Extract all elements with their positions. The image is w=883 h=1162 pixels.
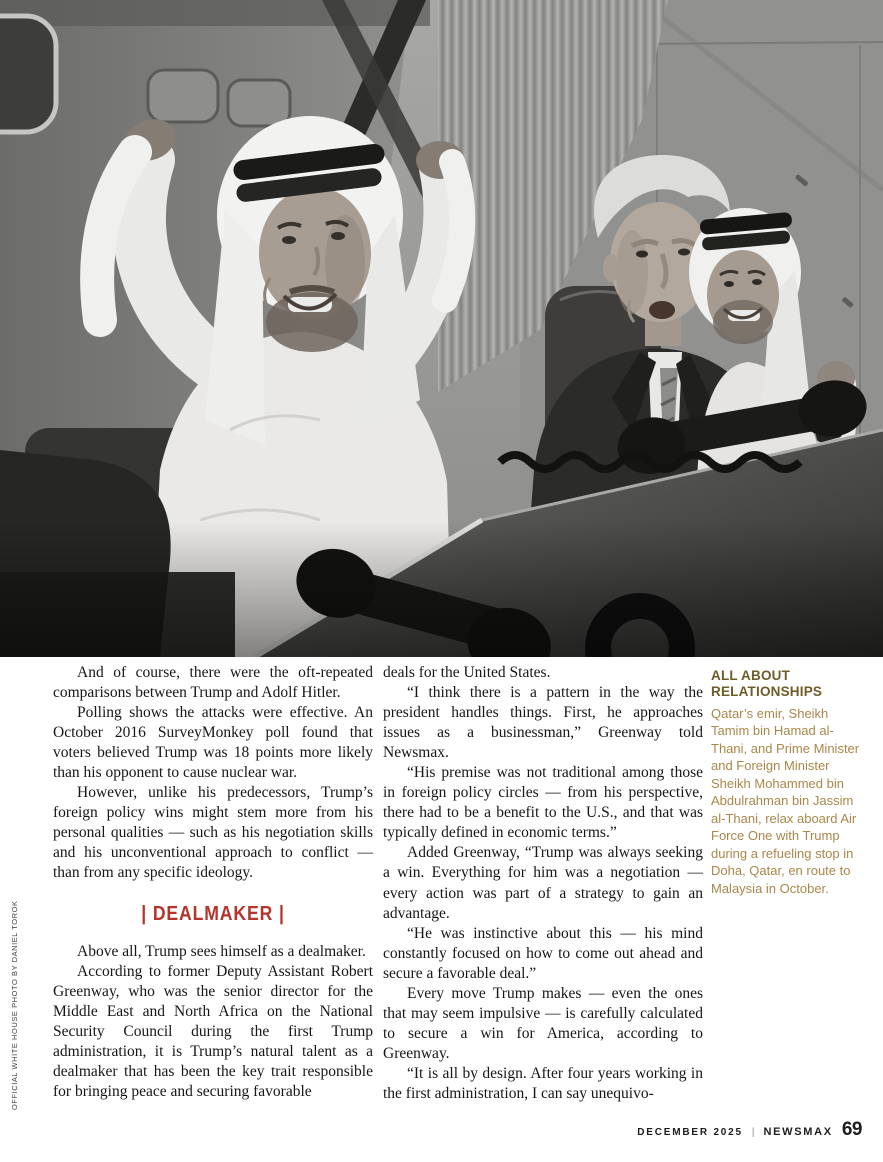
beard [713,300,773,344]
paragraph: However, unlike his predecessors, Trump’s foreign policy wins might stem more from his personal qualities — such as his negotiation skills and his unconventional approach to conflict — than from any specific ideology. [53,784,373,882]
paragraph: Every move Trump makes — even the ones that may seem impulsive — is carefully calculated to secure a win for America, according to Greenway. [383,984,703,1062]
caption-heading: ALL ABOUT RELATIONSHIPS [711,668,823,699]
paragraph: “I think there is a pattern in the way the president handles things. First, he approaches issues as a businessman,” Greenway told Newsmax. [383,684,703,762]
page-footer [637,1119,862,1141]
footer-page-number: 69 [841,1119,862,1140]
article-column-1 [53,663,373,1102]
footer-issue-date: DECEMBER 2025 [637,1127,743,1138]
photo-credit: OFFICIAL WHITE HOUSE PHOTO BY DANIEL TOROK [10,900,19,1110]
photo-caption-sidebar [711,668,863,897]
paragraph: Added Greenway, “Trump was always seeking a win. Everything for him was a negotiation — every action was part of a strategy to gain an advantage. [383,844,703,922]
paragraph: “It is all by design. After four years working in the first administration, I can say unequivo- [383,1064,703,1102]
footer-brand: NEWSMAX [763,1126,833,1138]
aircraft-window-icon [228,80,290,126]
aircraft-window-icon [0,16,56,132]
caption-text: Qatar’s emir, Sheikh Tamim bin Hamad al-Thani, and Prime Minister and Foreign Minister Sheikh Mohammed bin Abdulrahman bin Jassim al-Thani, relax aboard Air Force One with Trump during a refueling stop in Doha, Qatar, en route to Malaysia in October. [711,705,860,896]
paragraph: And of course, there were the oft-repeated comparisons between Trump and Adolf Hitler. [53,664,373,702]
paragraph: deals for the United States. [383,664,551,681]
section-heading-dealmaker: | DEALMAKER | [141,902,285,925]
paragraph: “He was instinctive about this — his mind constantly focused on how to come out ahead and secure a favorable deal.” [383,924,703,982]
aircraft-window-icon [148,70,218,122]
paragraph: Above all, Trump sees himself as a dealmaker. [77,942,366,960]
footer-separator: | [751,1127,755,1138]
paragraph: Polling shows the attacks were effective. An October 2016 SurveyMonkey poll found that voters believed Trump was 18 points more likely than his opponent to cause nuclear war. [53,704,373,782]
paragraph: “His premise was not traditional among those in foreign policy circles — from his perspective, there had to be a benefit to the U.S., and that was typically defined in economic terms.” [383,764,703,842]
paragraph: According to former Deputy Assistant Robert Greenway, who was the senior director for the Middle East and North Africa on the National Security Council during the first Trump administration, it is Trump’s natural talent as a dealmaker that has been the key trait responsible for bringing peace and securing favorable [53,962,373,1100]
article-column-2 [383,663,703,1104]
mouth [649,301,675,319]
